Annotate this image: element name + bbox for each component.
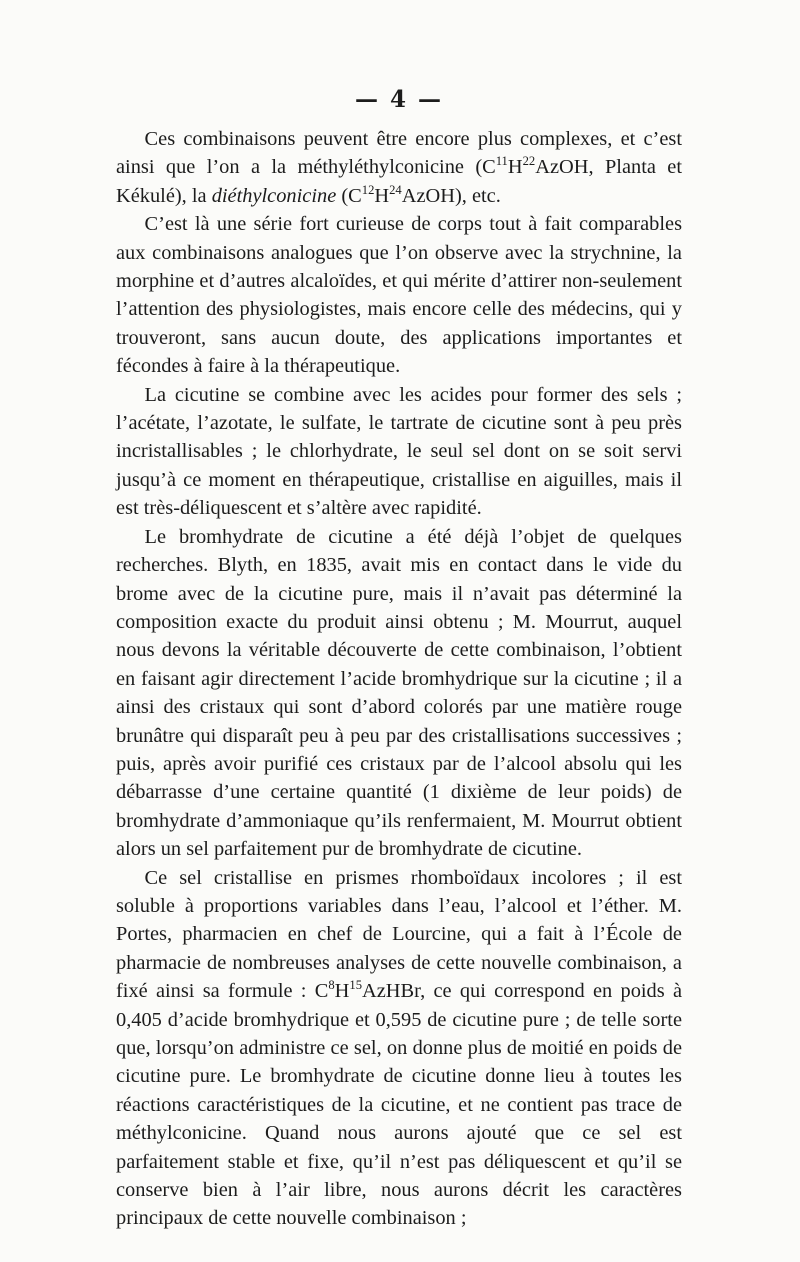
page-number: — 4 — [354,86,444,113]
formula-subscript: 24 [389,182,402,197]
text-segment: La cicutine se combine avec les acides pour former des sels ; l’acétate, l’azotate, le sulfate, le tartrate de cicutine sont à peu près incristallisables ; le chlorhydrate, le seul sel dont on se soit servi jusqu’à ce moment en thérapeutique, cristallise en aiguilles, mais il est très-déliquescent et s’altère avec rapidité. [116,383,682,520]
paragraph [116,381,682,523]
formula-subscript: 15 [349,978,363,993]
text-segment: Ces combinaisons peuvent être encore plus complexes, et c’est ainsi que l’on a la méthyléthylconicine (C [116,128,682,179]
formula-subscript: 11 [495,154,508,169]
text-segment: (C [336,184,362,207]
body-text [116,125,682,1233]
text-segment: AzOH, Planta et Kékulé), la [116,156,683,207]
text-segment: Ce sel cristallise en prismes rhomboïdaux incolores ; il est soluble à proportions variables dans l’eau, l’alcool et l’éther. M. Portes, pharmacien en chef de Lourcine, qui a fait à l’École de pharmacie de nombreuses analyses de cette nouvelle combinaison, a fixé ainsi sa formule : C [116,866,682,1003]
paragraph [116,125,682,210]
italic-term: diéthylconicine [211,184,337,207]
formula-subscript: 22 [522,154,536,169]
paragraph [116,523,682,864]
text-segment: C’est là une série fort curieuse de corps tout à fait comparables aux combinaisons analogues que l’on observe avec la strychnine, la morphine et d’autres alcaloïdes, et qui mérite d’attirer non-seulement l’attention des physiologistes, mais encore celle des médecins, qui y trouveront, sans aucun doute, des applications importantes et fécondes à faire à la thérapeutique. [116,213,682,378]
text-segment: Le bromhydrate de cicutine a été déjà l’objet de quelques recherches. Blyth, en 1835, avait mis en contact dans le vide du brome avec de la cicutine pure, mais il n’avait pas déterminé la composition exacte du produit ainsi obtenu ; M. Mourrut, auquel nous devons la véritable découverte de cette combinaison, l’obtient en faisant agir directement l’acide bromhydrique sur la cicutine ; il a ainsi des cristaux qui sont d’abord colorés par une matière rouge brunâtre qui disparaît peu à peu par des cristallisations successives ; puis, après avoir purifié ces cristaux par de l’alcool absolu qui les débarrasse d’une certaine quantité (1 dixième de leur poids) de bromhydrate d’ammoniaque qu’ils renfermaient, M. Mourrut obtient alors un sel parfaitement pur de bromhydrate de cicutine. [116,525,682,861]
formula-subscript: 8 [328,978,335,993]
text-segment: AzOH), etc. [401,184,501,207]
paragraph [116,210,682,380]
text-segment: H [374,184,390,207]
text-segment: AzHBr, ce qui correspond en poids à 0,405 d’acide bromhydrique et 0,595 de cicutine pure ; de telle sorte que, lorsqu’on administre ce sel, on donne plus de moitié en poids de cicutine pure. Le bromhydrate de cicutine donne lieu à toutes les réactions caractéristiques de la cicutine, et ne contient pas trace de méthylconicine. Quand nous aurons ajouté que ce sel est parfaitement stable et fixe, qu’il n’est pas déliquescent et qu’il se conserve bien à l’air libre, nous aurons décrit les caractères principaux de cette nouvelle combinaison ; [116,980,683,1230]
text-segment: H [507,156,523,179]
text-segment: H [334,980,350,1003]
formula-subscript: 12 [361,182,375,197]
paragraph [116,864,682,1233]
